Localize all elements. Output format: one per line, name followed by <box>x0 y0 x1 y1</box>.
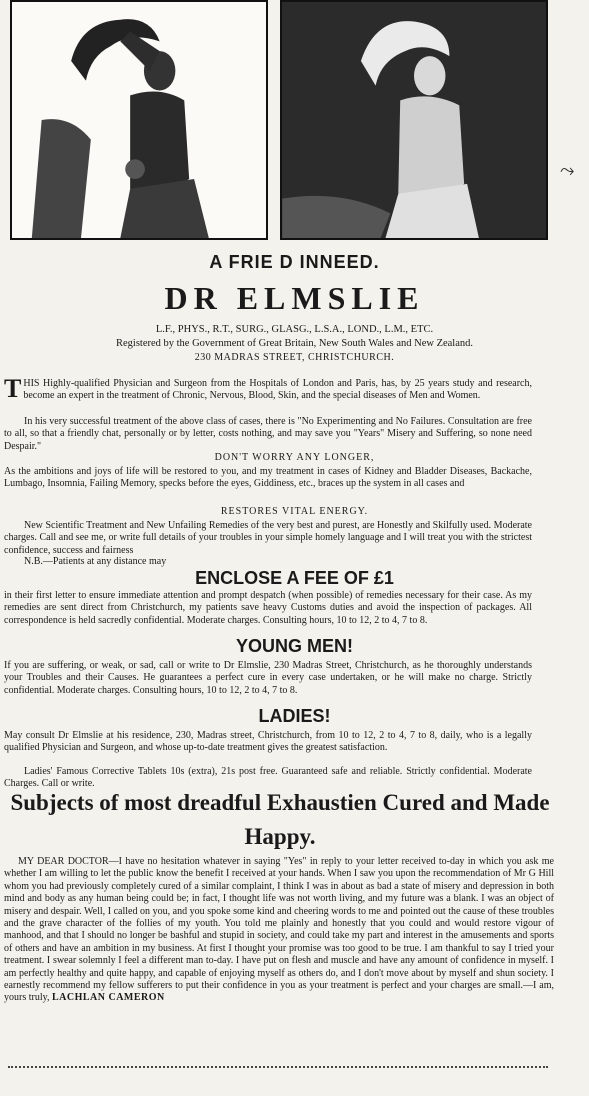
woman-with-raised-arm-after-illustration <box>280 0 548 240</box>
subjects-heading: Subjects of most dreadful Exhaustien Cured and Made Happy. <box>10 790 550 849</box>
testimonial-signature: LACHLAN CAMERON <box>51 992 165 1004</box>
enclose-paragraph: in their first letter to ensure immediate attention and prompt despatch (when possible) of remedies necessary for their case. As my remedies are sent direct from Christchurch, my patients save heavy Customs duties and avoid the inspection of packages. All correspondence is held sacredly confidential. Moderate charges. Consulting hours, 10 to 12, 2 to 4, 7 to 8. <box>4 590 532 626</box>
headline: A FRIE D INNEED. <box>209 252 380 272</box>
nb-paragraph: N.B.—Patients at any distance may <box>24 556 167 567</box>
qualifications: L.F., PHYS., R.T., SURG., GLASG., L.S.A., LOND., L.M., ETC. <box>155 324 434 335</box>
dropcap: T <box>4 374 22 403</box>
dotted-divider <box>8 1066 548 1068</box>
intro-text: HIS Highly-qualified Physician and Surgeon from the Hospitals of London and Paris, has, by 25 years study and research, become an expert in the treatment of Chronic, Nervous, Blood, Skin, and the special diseases of Men and Women. <box>23 378 532 402</box>
scientific-paragraph: New Scientific Treatment and New Unfailing Remedies of the very best and purest, are Honestly and Skilfully used. Moderate charges. Call and see me, or write full details of your troubles in your simple homely language and I will treat you with the strictest confidence, success and fairness <box>4 520 532 556</box>
young-men-heading: YOUNG MEN! <box>236 636 353 656</box>
success-paragraph: In his very successful treatment of the above class of cases, there is "No Experimenting and No Failures. Consultation are free to all, so that a friendly chat, personally or by letter, costs nothing, and may save you "Years" Misery and Suffering, so none need Despair." <box>4 416 532 452</box>
address: 230 MADRAS STREET, CHRISTCHURCH. <box>194 352 395 363</box>
doctor-name: DR ELMSLIE <box>164 280 425 316</box>
registration: Registered by the Government of Great Britain, New South Wales and New Zealand. <box>115 338 474 349</box>
testimonial-letter <box>4 856 554 1005</box>
ladies-heading: LADIES! <box>258 706 331 726</box>
woman-with-raised-arm-before-illustration <box>10 0 268 240</box>
after-engraving <box>282 2 546 238</box>
enclose-fee-heading: ENCLOSE A FEE OF £1 <box>195 568 394 588</box>
restores-subheading: RESTORES VITAL ENERGY. <box>220 506 369 517</box>
young-men-paragraph: If you are suffering, or weak, or sad, call or write to Dr Elmslie, 230 Madras Street, Christchurch, as he thoroughly understands your Troubles and their Causes. He guarantees a perfect cure in every case undertaken, or he will make no charge. Strictly confidential. Moderate charges. Consulting hours, 10 to 12, 2 to 4, 7 to 8. <box>4 660 532 696</box>
margin-mark-icon: ⤳ <box>560 160 575 181</box>
before-engraving <box>12 2 266 238</box>
ambitions-paragraph: As the ambitions and joys of life will be restored to you, and my treatment in cases of Kidney and Bladder Diseases, Backache, Lumbago, Insomnia, Failing Memory, specks before the eyes, Giddiness, etc., braces up the system in all cases and <box>4 466 532 490</box>
tablets-paragraph: Ladies' Famous Corrective Tablets 10s (extra), 21s post free. Guaranteed safe and reliable. Strictly confidential. Moderate Charges. Call or write. <box>4 766 532 790</box>
testimonial-body: MY DEAR DOCTOR—I have no hesitation whatever in saying "Yes" in reply to your letter received to-day in which you ask me whether I am willing to let the public know the benefit I received at your hands. When I saw you upon the recommendation of Mr G Hill whom you had previously completely cured of a similar complaint, I think I was in about as bad a state of misery and depression in both mind and body as any human being could be; in fact, I thought life was not worth living, and my future was a blank. I was an object of misery and despair. Well, I called on you, and you spoke some kind and cheering words to me and pointed out the cause of these troubles and the grave character of the follies of my youth. You told me plainly and honestly that you could and would restore vigour of manhood, and that I should no longer be bashful and stupid in society, and could take my part and interest in the amusements and sports of others and have an ambition in my business. At first I thought your promise was too good to be true. I am thankful to say I tried your treatment. I swear solemnly I feel a different man to-day. I have put on flesh and muscle and have any amount of confidence in myself. I am perfectly healthy and quite happy, and capable of enjoying myself as others do, and I don't move about by myself and shun society. I earnestly recommend my fellow sufferers to put their confidence in you as your treatment is perfect and your charges are small.—I am, yours truly, <box>4 856 554 1004</box>
intro-paragraph <box>4 374 532 403</box>
dont-worry-subheading: DON'T WORRY ANY LONGER, <box>214 452 375 463</box>
ladies-paragraph: May consult Dr Elmslie at his residence, 230, Madras street, Christchurch, from 10 to 12, 2 to 4, 7 to 8, daily, who is a legally qualified Physician and Surgeon, and whose up-to-date treatment gives the greatest satisfaction. <box>4 730 532 754</box>
